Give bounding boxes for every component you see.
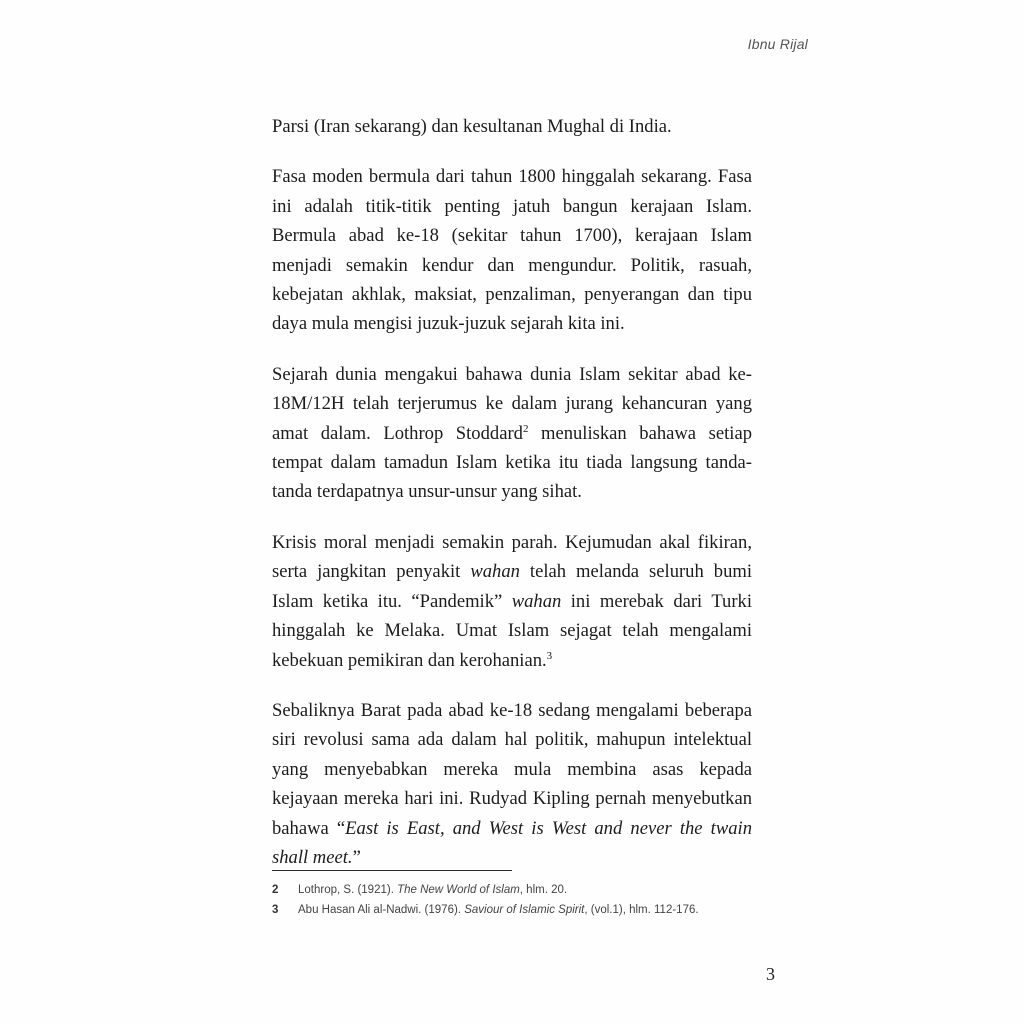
paragraph-1: Parsi (Iran sekarang) dan kesultanan Mughal di India.	[272, 116, 672, 137]
paragraph-4	[272, 528, 752, 675]
page-number: 3	[766, 964, 775, 984]
italic-term-wahan-2: wahan	[511, 590, 562, 612]
paragraph-5-text: Sebaliknya Barat pada abad ke-18 sedang mengalami beberapa siri revolusi sama ada dalam hal politik, mahupun intelektual yang menyebabkan mereka mula membina asas kepada kejayaan mereka hari ini. Rudyad Kipling pernah menyebutkan bahawa “	[272, 699, 752, 839]
paragraph-4-text-end: ini merebak dari Turki hinggalah ke Melaka. Umat Islam sejagat telah mengalami kebekuan pemikiran dan kerohanian.	[272, 590, 752, 671]
footnote-text	[298, 900, 699, 920]
footnote-ref-3[interactable]: 3	[546, 649, 553, 662]
footnote-3	[272, 900, 772, 920]
running-head: Ibnu Rijal	[747, 36, 808, 52]
paragraph-5	[272, 696, 752, 872]
footnotes	[272, 880, 772, 920]
footnote-title: The New World of Islam	[397, 884, 520, 896]
paragraph-3-text-cont: menuliskan bahawa setiap tempat dalam tamadun Islam ketika itu tiada langsung tanda-tanda terdapatnya unsur-unsur yang sihat.	[272, 422, 752, 503]
footnote-citation: Lothrop, S. (1921).	[298, 884, 398, 896]
footnote-number: 2	[272, 884, 279, 896]
body-text	[272, 112, 752, 893]
footnote-pages: , (vol.1), hlm. 112-176.	[584, 904, 699, 916]
paragraph-3	[272, 360, 752, 507]
footnote-number: 3	[272, 904, 279, 916]
footnote-2	[272, 880, 772, 900]
paragraph-4-text-cont: telah melanda seluruh bumi Islam ketika itu. “Pandemik”	[272, 561, 753, 612]
footnote-citation: Abu Hasan Ali al-Nadwi. (1976).	[298, 904, 465, 916]
paragraph-3-text: Sejarah dunia mengakui bahawa dunia Islam sekitar abad ke-18M/12H telah terjerumus ke dalam jurang kehancuran yang amat dalam. Lothrop Stoddard	[272, 363, 752, 444]
kipling-quote: East is East, and West is West and never the twain shall meet.	[272, 817, 752, 868]
footnote-ref-2[interactable]: 2	[522, 422, 529, 435]
footnote-divider	[272, 870, 512, 871]
paragraph-2: Fasa moden bermula dari tahun 1800 hinggalah sekarang. Fasa ini adalah titik-titik penting jatuh bangun kerajaan Islam. Bermula abad ke-18 (sekitar tahun 1700), kerajaan Islam menjadi semakin kendur dan mengundur. Politik, rasuah, kebejatan akhlak, maksiat, penzaliman, penyerangan dan tipu daya mula mengisi juzuk-juzuk sejarah kita ini.	[272, 166, 752, 335]
footnote-pages: , hlm. 20.	[519, 884, 568, 896]
footnote-text	[298, 880, 567, 900]
paragraph-4-text: Krisis moral menjadi semakin parah. Kejumudan akal fikiran, serta jangkitan penyakit	[272, 531, 752, 583]
closing-quote-mark: ”	[352, 846, 361, 868]
footnote-title: Saviour of Islamic Spirit	[464, 904, 585, 916]
italic-term-wahan: wahan	[470, 561, 520, 583]
